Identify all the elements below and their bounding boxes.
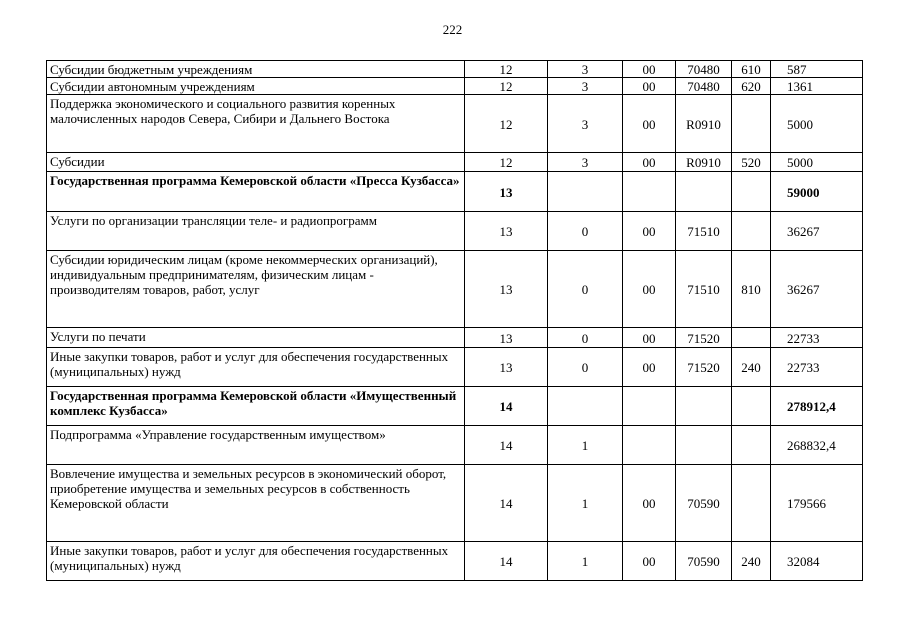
cell-vr (732, 95, 771, 153)
cell-subsection: 3 (548, 153, 623, 172)
cell-pp: 00 (623, 465, 676, 542)
page-number: 222 (442, 22, 463, 37)
cell-sum: 5000 (771, 95, 863, 153)
table-row (47, 387, 863, 426)
cell-csr (676, 426, 732, 465)
cell-ved: 14 (465, 426, 548, 465)
cell-sum: 179566 (771, 465, 863, 542)
cell-ved: 12 (465, 95, 548, 153)
row-name: Субсидии (47, 153, 465, 172)
cell-subsection: 0 (548, 251, 623, 328)
cell-pp (623, 426, 676, 465)
cell-vr: 520 (732, 153, 771, 172)
cell-vr (732, 387, 771, 426)
cell-sum: 278912,4 (771, 387, 863, 426)
cell-csr: 71520 (676, 328, 732, 348)
cell-pp: 00 (623, 95, 676, 153)
row-name: Поддержка экономического и социального развития коренных малочисленных народов Севера, Сибири и Дальнего Востока (47, 95, 465, 153)
row-name: Вовлечение имущества и земельных ресурсов в экономический оборот, приобретение имущества и земельных ресурсов в собственность Кемеровской области (47, 465, 465, 542)
cell-subsection: 1 (548, 465, 623, 542)
cell-csr: 71510 (676, 212, 732, 251)
table-row (47, 348, 863, 387)
cell-sum: 268832,4 (771, 426, 863, 465)
cell-vr: 240 (732, 542, 771, 581)
cell-ved: 14 (465, 542, 548, 581)
table-row (47, 212, 863, 251)
cell-sum: 59000 (771, 172, 863, 212)
row-name: Услуги по организации трансляции теле- и радиопрограмм (47, 212, 465, 251)
cell-ved: 13 (465, 212, 548, 251)
cell-subsection: 0 (548, 328, 623, 348)
cell-sum: 36267 (771, 212, 863, 251)
cell-subsection: 3 (548, 61, 623, 78)
cell-vr: 620 (732, 78, 771, 95)
cell-pp: 00 (623, 251, 676, 328)
row-name: Государственная программа Кемеровской области «Пресса Кузбасса» (47, 172, 465, 212)
cell-csr: 70480 (676, 78, 732, 95)
cell-subsection (548, 172, 623, 212)
cell-pp: 00 (623, 542, 676, 581)
cell-csr (676, 387, 732, 426)
cell-csr: 70590 (676, 542, 732, 581)
table-row (47, 95, 863, 153)
table-row (47, 328, 863, 348)
cell-sum: 22733 (771, 328, 863, 348)
table-row (47, 153, 863, 172)
table-row (47, 465, 863, 542)
cell-ved: 13 (465, 172, 548, 212)
cell-ved: 12 (465, 153, 548, 172)
cell-csr: 70480 (676, 61, 732, 78)
cell-vr (732, 212, 771, 251)
cell-pp: 00 (623, 61, 676, 78)
cell-csr: R0910 (676, 153, 732, 172)
cell-subsection (548, 387, 623, 426)
row-name: Субсидии юридическим лицам (кроме некоммерческих организаций), индивидуальным предпринимателям, физическим лицам - производителям товаров, работ, услуг (47, 251, 465, 328)
cell-pp: 00 (623, 78, 676, 95)
cell-ved: 14 (465, 387, 548, 426)
cell-subsection: 1 (548, 542, 623, 581)
cell-vr: 810 (732, 251, 771, 328)
row-name: Субсидии автономным учреждениям (47, 78, 465, 95)
cell-sum: 36267 (771, 251, 863, 328)
cell-sum: 22733 (771, 348, 863, 387)
cell-subsection: 3 (548, 78, 623, 95)
cell-sum: 5000 (771, 153, 863, 172)
row-name: Услуги по печати (47, 328, 465, 348)
row-name: Субсидии бюджетным учреждениям (47, 61, 465, 78)
cell-vr (732, 426, 771, 465)
cell-sum: 1361 (771, 78, 863, 95)
cell-pp (623, 387, 676, 426)
cell-pp (623, 172, 676, 212)
table-row (47, 61, 863, 78)
cell-ved: 12 (465, 78, 548, 95)
cell-ved: 12 (465, 61, 548, 78)
budget-table (46, 60, 863, 581)
row-name: Государственная программа Кемеровской области «Имущественный комплекс Кузбасса» (47, 387, 465, 426)
table-row (47, 542, 863, 581)
cell-vr (732, 465, 771, 542)
row-name: Подпрограмма «Управление государственным имуществом» (47, 426, 465, 465)
cell-sum: 32084 (771, 542, 863, 581)
cell-pp: 00 (623, 153, 676, 172)
row-name: Иные закупки товаров, работ и услуг для обеспечения государственных (муниципальных) нужд (47, 542, 465, 581)
table-row (47, 251, 863, 328)
cell-subsection: 3 (548, 95, 623, 153)
table-row (47, 426, 863, 465)
cell-pp: 00 (623, 328, 676, 348)
cell-vr: 240 (732, 348, 771, 387)
cell-csr: 71510 (676, 251, 732, 328)
cell-csr: 70590 (676, 465, 732, 542)
cell-csr: 71520 (676, 348, 732, 387)
cell-ved: 14 (465, 465, 548, 542)
cell-ved: 13 (465, 328, 548, 348)
cell-vr: 610 (732, 61, 771, 78)
cell-subsection: 0 (548, 348, 623, 387)
table-row (47, 172, 863, 212)
cell-subsection: 0 (548, 212, 623, 251)
row-name: Иные закупки товаров, работ и услуг для обеспечения государственных (муниципальных) нужд (47, 348, 465, 387)
cell-ved: 13 (465, 251, 548, 328)
cell-csr (676, 172, 732, 212)
table-row (47, 78, 863, 95)
cell-ved: 13 (465, 348, 548, 387)
cell-vr (732, 172, 771, 212)
cell-vr (732, 328, 771, 348)
cell-pp: 00 (623, 212, 676, 251)
cell-subsection: 1 (548, 426, 623, 465)
cell-sum: 587 (771, 61, 863, 78)
cell-pp: 00 (623, 348, 676, 387)
cell-csr: R0910 (676, 95, 732, 153)
